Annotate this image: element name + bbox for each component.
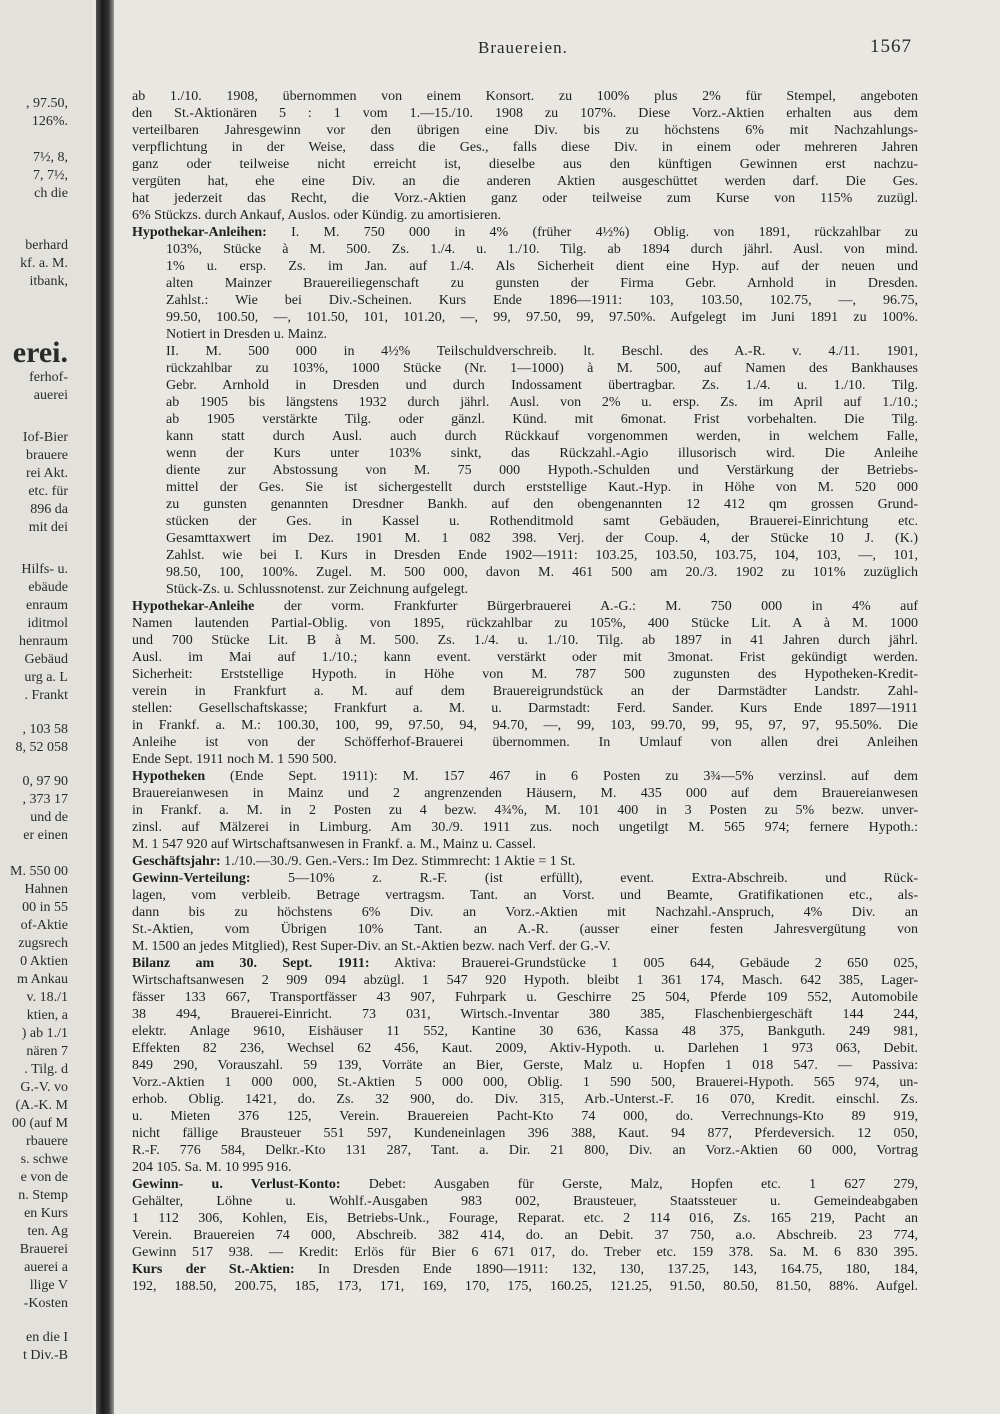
text-line [166,513,918,530]
line-text: ab 1905 verstärkte Tilg. oder gänzl. Künd. mit 6monat. Frist vorbehalten. Die Tilg. [166,412,918,427]
line-text: dann bis zu höchstens 6% Div. an Vorz.-Aktien mit Nachzahl.-Anspruch, 4% Div. an [132,905,918,920]
text-line [132,632,918,649]
line-text: 99.50, 100.50, —, 101.50, 101, 101.20, —, 99, 97.50, 99, 97.50%. Aufgelegt im Juni 1891 zu 100%. [166,310,918,325]
text-line [132,1159,918,1176]
line-text: Gehälter, Löhne u. Wohlf.-Ausgaben 983 002, Brausteuer, Staatssteuer u. Gemeindeabgaben [132,1194,918,1209]
section-line [132,768,918,785]
left-fragment-line: v. 18./1 [26,990,68,1005]
line-text: M. 1500 an jedes Mitglied), Rest Super-Div. an St.-Aktien bezw. nach Verf. der G.-V. [132,939,611,954]
left-fragment-line: henraum [19,634,68,649]
line-text: Stück-Zs. u. Schlussnotenst. zur Zeichnung aufgelegt. [166,582,469,597]
line-text: R.-F. 776 584, Delkr.-Kto 131 287, Tant. a. Dir. 21 800, Div. an Vorz.-Aktien 60 000, Vortrag [132,1143,918,1158]
page-number: 1567 [870,36,912,57]
left-fragment-line: er einen [23,828,68,843]
line-text: erhob. Oblig. 1421, do. Zs. 32 900, do. Div. 315, Arb.-Unterst.-F. 16 070, Kredit. einschl. Zs. [132,1092,918,1107]
text-line [166,343,918,360]
text-line [132,173,918,190]
line-text: 38 494, Brauerei-Einricht. 73 031, Wirtsch.-Inventar 380 385, Flaschenbiergeschäft 144 244, [132,1007,918,1022]
text-line [132,989,918,1006]
text-line [132,1006,918,1023]
text-line [132,887,918,904]
text-line [132,1074,918,1091]
text-line [132,1278,918,1295]
text-line [132,785,918,802]
left-fragment-line: . Frankt [24,688,68,703]
line-text: (Ende Sept. 1911): M. 157 467 in 6 Posten zu 3¾—5% verzinsl. auf dem [205,769,918,784]
text-line [132,1057,918,1074]
section-line [132,598,918,615]
line-text: Zahlst.: Wie bei Div.-Scheinen. Kurs Ende 1896—1911: 103, 103.50, 102.75, —, 96.75, [166,293,918,308]
line-text: und 700 Stücke Lit. B à M. 500. Zs. 1./4. u. 1./10. Tilg. ab 1897 in 41 Jahren durch jährl. [132,633,918,648]
text-line [132,1142,918,1159]
left-fragment-line: etc. für [28,484,68,499]
left-fragment-line: 8, 52 058 [15,740,68,755]
text-line [166,241,918,258]
text-line [166,309,918,326]
line-text: I. M. 750 000 in 4% (früher 4½%) Oblig. von 1891, rückzahlbar zu [266,225,918,240]
left-fragment-line: , 97.50, [26,96,68,111]
line-text: zu gunsten genannten Dresdner Bankh. auf den obengenannten 12 412 qm grossen Grund- [166,497,918,512]
left-fragment-line: en Kurs [24,1206,68,1221]
left-fragment-line: zugsrech [18,936,68,951]
left-fragment-line: 0 Aktien [20,954,68,969]
left-fragment-line: nären 7 [26,1044,68,1059]
text-line [166,496,918,513]
text-line [132,717,918,734]
line-text: 192, 188.50, 200.75, 185, 173, 171, 169, 170, 175, 160.25, 121.25, 91.50, 80.50, 81.50, 88%. Aufgel. [132,1279,918,1294]
left-fragment-line: iditmol [27,616,68,631]
text-line [132,734,918,751]
line-text: Sicherheit: Erststellige Hypoth. in Höhe von M. 787 500 zugunsten des Hypotheken-Kredit- [132,667,918,682]
left-fragment-line: brauere [26,448,68,463]
left-fragment-line: ten. Ag [27,1224,68,1239]
left-fragment-line: 896 da [30,502,68,517]
text-line [132,819,918,836]
line-text: in Frankf. a. M. in 2 Posten zu 4 bezw. 4¾%, M. 101 400 in 3 Posten zu 5% bezw. unver- [132,803,918,818]
line-text: 1./10.—30./9. Gen.-Vers.: Im Dez. Stimmrecht: 1 Aktie = 1 St. [220,854,576,869]
text-line [132,649,918,666]
line-text: Gewinn 517 938. — Kredit: Erlös für Bier 6 671 017, do. Treber etc. 159 378. Sa. M. 6 830 395. [132,1245,918,1260]
line-text: ab 1./10. 1908, übernommen von einem Konsort. zu 100% plus 2% für Stempel, angeboten [132,89,918,104]
text-line [166,292,918,309]
text-line [132,1023,918,1040]
left-fragment-line: ktien, a [26,1008,68,1023]
left-fragment-line: itbank, [29,274,68,289]
line-text: zinsl. auf Mälzerei in Limburg. Am 30./9. 1911 zus. noch ungetilgt M. 565 974; fernere Hypoth.: [132,820,918,835]
left-fragment-line: (A.-K. M [15,1098,68,1113]
left-fragment-line: Brauerei [19,1242,68,1257]
line-text: stücken der Ges. in Kassel u. Rothenditmold samt Gebäuden, Brauerei-Einrichtung etc. [166,514,918,529]
text-line [132,105,918,122]
line-text: 1% u. ersp. Zs. im Jan. auf 1./4. Als Sicherheit dient eine Hyp. auf der neuen und [166,259,918,274]
section-heading: Gewinn- u. Verlust-Konto: [132,1177,341,1192]
line-text: hat jederzeit das Recht, die Vorz.-Aktien ganz oder teilweise zum Kurse von 115% zuzügl. [132,191,918,206]
text-line [166,581,918,598]
left-fragment-line: erei. [12,336,68,369]
left-fragment-line: en die I [26,1330,68,1345]
left-fragment-line: enraum [26,598,68,613]
left-fragment-line: 0, 97 90 [22,774,68,789]
text-line [132,836,918,853]
text-line [166,275,918,292]
left-fragment-line: ebäude [28,580,68,595]
line-text: Effekten 82 236, Wechsel 62 456, Kaut. 2009, Aktiv-Hypoth. u. Darlehen 1 973 063, Debit. [132,1041,918,1056]
text-line [132,190,918,207]
line-text: verteilbaren Jahresgewinn vor den übrigen eine Div. bis zu höchstens 6% mit Nachzahlungs- [132,123,918,138]
line-text: lagen, vom verbleib. Betrage vertragsm. Tant. an Vorst. und Beamte, Gratifikationen etc., als- [132,888,918,903]
left-fragment-line: ch die [34,186,68,201]
left-fragment-line: rei Akt. [26,466,68,481]
line-text: ganz oder teilweise nicht erreicht ist, dieselbe aus den künftigen Gewinnen erst nachzu- [132,157,918,172]
left-fragment-line: Hahnen [24,882,68,897]
line-text: diente zur Abstossung von M. 75 000 Hypoth.-Schulden und Verstärkung der Betriebs- [166,463,918,478]
text-line [166,547,918,564]
left-fragment-line: auerei [33,388,68,403]
text-line [132,139,918,156]
text-line [132,666,918,683]
text-line [166,479,918,496]
line-text: 204 105. Sa. M. 10 995 916. [132,1160,292,1175]
text-line [132,615,918,632]
line-text: Ausl. im Mai auf 1./10.; kann event. verstärkt oder mit 3monat. Frist gekündigt werden. [132,650,918,665]
line-text: 1 112 306, Kohlen, Eis, Betriebs-Unk., Fourage, Reparat. etc. 2 114 016, Zs. 165 219, Pacht an [132,1211,918,1226]
text-line [132,1193,918,1210]
text-line [132,938,918,955]
left-fragment-line: Gebäud [24,652,68,667]
section-line [132,1261,918,1278]
text-line [132,751,918,768]
text-line [132,122,918,139]
line-text: 6% Stückzs. durch Ankauf, Auslos. oder Kündig. zu amortisieren. [132,208,501,223]
text-line [166,445,918,462]
text-line [132,802,918,819]
line-text: ab 1905 bis längstens 1932 durch jährl. Ausl. von 2% u. ersp. Zs. im April auf 1./10.; [166,395,918,410]
left-fragment-line: e von de [20,1170,68,1185]
text-line [132,921,918,938]
text-line [132,207,918,224]
text-line [132,904,918,921]
left-fragment-line: ) ab 1./1 [21,1026,68,1041]
text-line [166,428,918,445]
text-line [166,564,918,581]
line-text: In Dresden Ende 1890—1911: 132, 130, 137.25, 143, 164.75, 180, 184, [294,1262,918,1277]
section-heading: Bilanz am 30. Sept. 1911: [132,956,370,971]
text-line [166,462,918,479]
text-line [166,360,918,377]
line-text: fässer 133 667, Transportfässer 43 907, Fuhrpark u. Geschirre 25 504, Pferde 109 552, Automobile [132,990,918,1005]
left-fragment-line: . Tilg. d [24,1062,68,1077]
left-fragment-line: llige V [29,1278,68,1293]
text-line [166,394,918,411]
left-fragment-line: mit dei [28,520,68,535]
line-text: nicht fällige Brausteuer 551 597, Kundeneinlagen 396 388, Kaut. 94 877, Pferdeversich. 12 050, [132,1126,918,1141]
line-text: Aktiva: Brauerei-Grundstücke 1 005 644, Gebäude 2 650 025, [369,956,918,971]
text-line [132,1108,918,1125]
section-heading: Geschäftsjahr: [132,854,221,869]
line-text: mittel der Ges. Sie ist sichergestellt durch erststellige Kaut.-Hyp. in Höhe von M. 520 000 [166,480,918,495]
line-text: in Frankf. a. M.: 100.30, 100, 99, 97.50, 94, 94.70, —, 99, 103, 99.70, 99, 95, 97, 97, 95.50%. Die [132,718,918,733]
line-text: Anleihe ist von der Schöfferhof-Brauerei übernommen. In Umlauf von allen drei Anleihen [132,735,918,750]
section-line [132,955,918,972]
left-fragment-line: rbauere [26,1134,68,1149]
line-text: der vorm. Frankfurter Bürgerbrauerei A.-G.: M. 750 000 in 4% auf [254,599,918,614]
left-fragment-line: M. 550 00 [10,864,68,879]
left-fragment-line: 7, 7½, [33,168,68,183]
left-fragment-line: 126%. [31,114,68,129]
left-fragment-line: G.-V. vo [20,1080,68,1095]
line-text: wenn der Kurs unter 103% sinkt, das Rückzahl.-Agio illusorisch wird. Die Anleihe [166,446,918,461]
text-line [166,411,918,428]
line-text: rückzahlbar zu 103%, 1000 Stücke (Nr. 1—1000) à M. 500, auf Namen des Bankhauses [166,361,918,376]
line-text: Debet: Ausgaben für Gerste, Malz, Hopfen etc. 1 627 279, [340,1177,918,1192]
text-line [132,1244,918,1261]
line-text: den St.-Aktionären 5 : 1 vom 1.—15./10. 1908 zu 107%. Diese Vorz.-Aktien erhalten aus dem [132,106,918,121]
left-fragment-line: s. schwe [20,1152,68,1167]
line-text: Zahlst. wie bei I. Kurs in Dresden Ende 1902—1911: 103.25, 103.50, 103.75, 104, 103, —, 101, [166,548,918,563]
left-page-fragment [0,0,92,1414]
left-fragment-line: 7½, 8, [33,150,68,165]
section-heading: Hypothekar-Anleihen: [132,225,267,240]
line-text: Ende Sept. 1911 noch M. 1 590 500. [132,752,337,767]
text-line [132,1091,918,1108]
text-line [132,156,918,173]
line-text: Verein. Brauereien 74 000, Abschreib. 382 414, do. an Debit. 37 750, a.o. Abschreib. 23 774, [132,1228,918,1243]
section-heading: Hypotheken [132,769,206,784]
line-text: Brauereianwesen in Mainz und 2 angrenzenden Häusern, M. 435 000 auf dem Brauereianwesen [132,786,918,801]
line-text: 103%, Stücke à M. 500. Zs. 1./4. u. 1./10. Tilg. ab 1894 durch jährl. Ausl. von mind. [166,242,918,257]
line-text: St.-Aktien, vom Übrigen 10% Tant. an A.-R. (ausser einer festen Jahresvergütung von [132,922,918,937]
running-title: Brauereien. [478,38,568,57]
left-fragment-line: Hilfs- u. [21,562,68,577]
text-line [166,258,918,275]
text-line [166,326,918,343]
text-line [132,1040,918,1057]
line-text: II. M. 500 000 in 4½% Teilschuldverschreib. lt. Beschl. des A.-R. v. 4./11. 1901, [166,344,918,359]
left-fragment-line: of-Aktie [20,918,68,933]
line-text: elektr. Anlage 9610, Eishäuser 11 552, Kantine 30 636, Kassa 48 375, Bankguth. 249 981, [132,1024,918,1039]
left-fragment-line: , 103 58 [22,722,68,737]
left-fragment-line: urg a. L [24,670,68,685]
left-fragment-line: kf. a. M. [20,256,68,271]
left-fragment-line: Iof-Bier [22,430,68,445]
left-fragment-line: t Div.-B [23,1348,68,1363]
section-line [132,1176,918,1193]
line-text: Notiert in Dresden u. Mainz. [166,327,327,342]
left-fragment-line: -Kosten [23,1296,68,1311]
left-fragment-line: auerei a [24,1260,68,1275]
line-text: stellen: Gesellschaftskasse; Frankfurt a. M. u. Darmstadt: Ferd. Sander. Kurs Ende 1897—1911 [132,701,918,716]
left-fragment-line: m Ankau [17,972,68,987]
section-heading: Gewinn-Verteilung: [132,871,251,886]
line-text: Wirtschaftsanwesen 2 909 094 abzügl. 1 547 920 Hypoth. bleibt 1 361 174, Masch. 642 385, Lager- [132,973,918,988]
section-heading: Hypothekar-Anleihe [132,599,255,614]
line-text: 849 290, Vorauszahl. 59 139, Vorräte an Bier, Gerste, Malz u. Hopfen 1 018 547. — Passiva: [132,1058,918,1073]
line-text: Gesamttaxwert im Dez. 1901 M. 1 082 398. Verj. der Coup. 4, der Stücke 10 J. (K.) [166,531,918,546]
left-fragment-line: ferhof- [29,370,68,385]
line-text: u. Mieten 376 125, Verein. Brauereien Pacht-Kto 74 000, do. Verrechnungs-Kto 89 919, [132,1109,918,1124]
book-gutter [96,0,114,1414]
line-text: kann statt durch Ausl. auch durch Rückkauf vorgenommen werden, in welchem Falle, [166,429,918,444]
line-text: Gebr. Arnhold in Dresden und durch Indossament übertragbar. Zs. 1./4. u. 1./10. Tilg. [166,378,918,393]
section-line [132,853,918,870]
text-line [166,530,918,547]
text-line [132,972,918,989]
left-fragment-line: und de [30,810,68,825]
line-text: Vorz.-Aktien 1 000 000, St.-Aktien 5 000 000, Oblig. 1 590 500, Brauerei-Hypoth. 565 974, un- [132,1075,918,1090]
text-line [132,700,918,717]
line-text: verpflichtung in der Weise, dass die Ges., falls diese Div. in einem oder mehreren Jahren [132,140,918,155]
section-line [132,224,918,241]
left-fragment-line: , 373 17 [22,792,68,807]
section-line [132,870,918,887]
line-text: verein in Frankfurt a. M. auf dem Brauereigrundstück an der Darmstädter Landstr. Zahl- [132,684,918,699]
left-fragment-line: n. Stemp [18,1188,68,1203]
text-line [132,1125,918,1142]
left-fragment-line: 00 (auf M [12,1116,68,1131]
text-line [132,683,918,700]
section-heading: Kurs der St.-Aktien: [132,1262,295,1277]
line-text: M. 1 547 920 auf Wirtschaftsanwesen in Frankf. a. M., Mainz u. Cassel. [132,837,536,852]
main-page [118,0,1000,1414]
line-text: vergüten hat, ehe eine Div. an die anderen Aktien ausgeschüttet werden darf. Die Ges. [132,174,918,189]
text-line [132,88,918,105]
text-line [132,1227,918,1244]
line-text: Namen lautenden Partial-Oblig. von 1895, rückzahlbar zu 105%, 400 Stücke Lit. A à M. 1000 [132,616,918,631]
left-fragment-line: 00 in 55 [22,900,68,915]
text-line [166,377,918,394]
left-fragment-line: berhard [25,238,68,253]
text-line [132,1210,918,1227]
line-text: 5—10% z. R.-F. (ist erfüllt), event. Extra-Abschreib. und Rück- [250,871,918,886]
line-text: 98.50, 100, 100%. Zugel. M. 500 000, davon M. 461 500 am 20./3. 1902 zu 101% zuzüglich [166,565,918,580]
line-text: alten Mainzer Brauereiliegenschaft zu gunsten der Firma Gebr. Arnhold in Dresden. [166,276,918,291]
